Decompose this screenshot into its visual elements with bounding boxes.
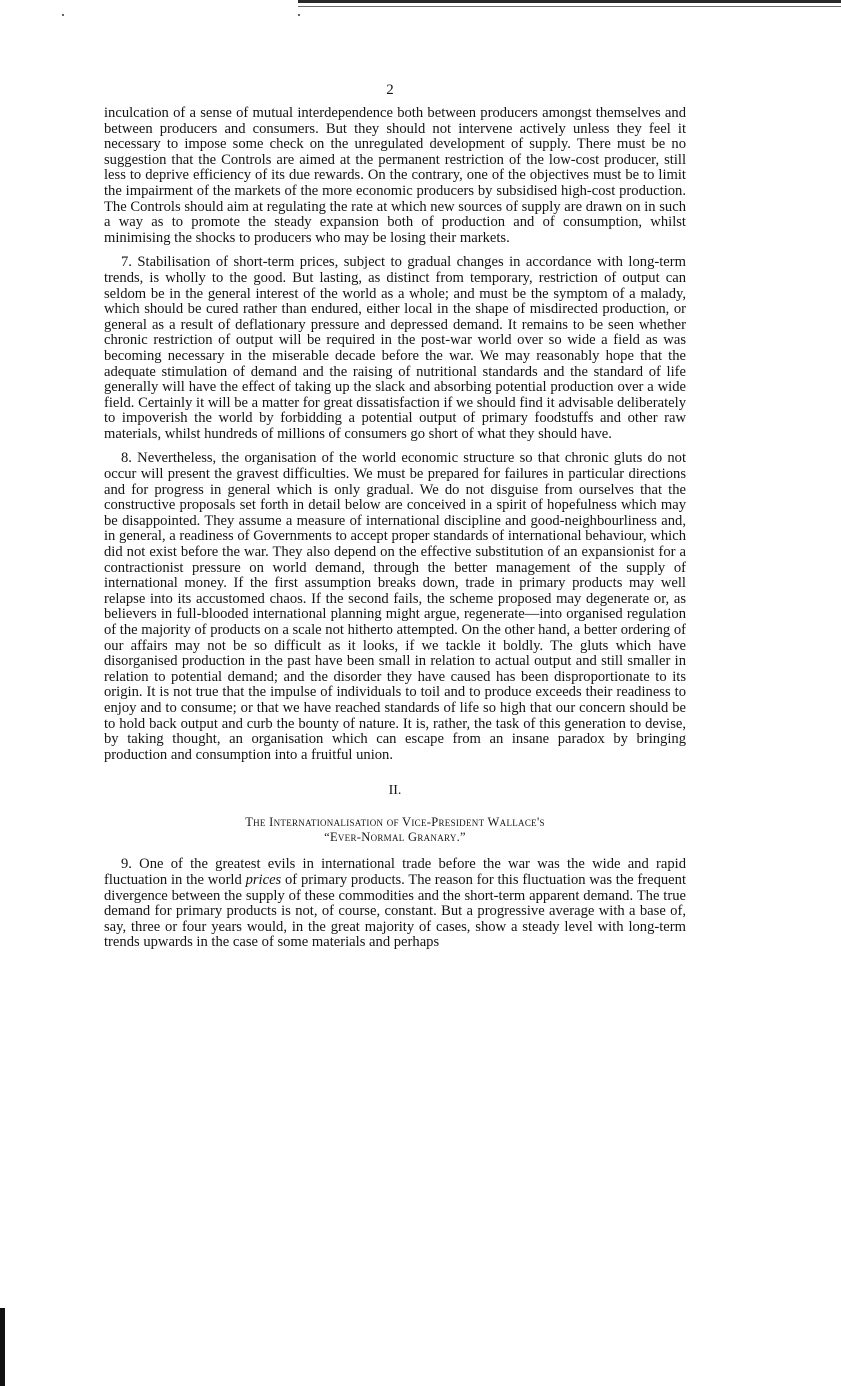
scan-dot — [298, 14, 300, 16]
paragraph-8: 8. Nevertheless, the organisation of the world economic structure so that chronic gluts do not occur will present the gravest difficulties. We must be prepared for failures in particular directions and for progress in general which is only gradual. We do not disguise from ourselves that the constructive proposals set forth in detail below are conceived in a spirit of hopefulness which may be disappointed. They assume a measure of international discipline and good-neighbourliness and, in general, a readiness of Governments to accept proper standards of international behaviour, which did not exist before the war. They also depend on the effective substitution of an expansionist for a contractionist pressure on world demand, through the better management of the supply of international money. If the first assumption breaks down, trade in primary products may well relapse into its accustomed chaos. If the second fails, the scheme proposed may degenerate or, as believers in full-blooded international planning might argue, regenerate—into organised regulation of the majority of products on a scale not hitherto attempted. On the other hand, a better ordering of our affairs may not be so difficult as it looks, if we tackle it boldly. The gluts which have disorganised production in the past have been small in relation to actual output and still smaller in relation to potential demand; and the disorder they have caused has been disproportionate to its origin. It is not true that the impulse of individuals to toil and to produce exceeds their readiness to enjoy and to consume; or that we have reached standards of life so high that our concern should be to hold back output and curb the bounty of nature. It is, rather, the task of this generation to devise, by taking thought, an organisation which can escape from an insane paradox by bringing production and consumption into a fruitful union. — [104, 450, 686, 763]
section-title-line-2: “Ever-Normal Granary.” — [324, 830, 466, 845]
paragraph-6-continued: inculcation of a sense of mutual interdependence both between producers amongst themselves and between producers and consumers. But they should not intervene actively unless they feel it necessary to impose some check on the unregulated development of supply. There must be no suggestion that the Controls are aimed at the permanent restriction of the low-cost producer, still less to deprive efficiency of its due rewards. On the contrary, one of the objectives must be to limit the impairment of the markets of the more economic producers by subsidised high-cost production. The Controls should aim at regulating the rate at which new sources of supply are drawn on in such a way as to promote the steady expansion both of production and of consumption, whilst minimising the shocks to producers who may be losing their markets. — [104, 105, 686, 246]
scan-edge-bar — [0, 1308, 5, 1386]
section-number: II. — [388, 783, 402, 799]
scan-dot — [62, 14, 64, 16]
section-title-line-1: The Internationalisation of Vice-President Wallace's — [245, 815, 545, 830]
document-body — [104, 106, 686, 951]
section-title — [104, 815, 686, 845]
top-rule — [298, 0, 841, 3]
paragraph-9 — [104, 857, 686, 951]
paragraph-9-text-a: 9. One of the greatest evils in international trade before the war was the wide and rapid fluctuation in the world — [104, 856, 686, 888]
paragraph-7: 7. Stabilisation of short-term prices, subject to gradual changes in accordance with long-term trends, is wholly to the good. But lasting, as distinct from temporary, restriction of output can seldom be in the general interest of the world as a whole; and must be the symptom of a malady, which should be cured rather than endured, either local in the shape of misdirected production, or general as a result of deflationary pressure and depressed demand. It remains to be seen whether chronic restriction of output will be required in the post-war world over so wide a field as was becoming necessary in the miserable decade before the war. We may reasonably hope that the adequate stimulation of demand and the raising of nutritional standards and the standard of life generally will have the effect of taking up the slack and absorbing potential production over a wide field. Certainly it will be a matter for great dissatisfaction if we should find it advisable deliberately to impoverish the world by forbidding a potential output of primary foodstuffs and other raw materials, whilst hundreds of millions of consumers go short of what they should have. — [104, 254, 686, 442]
paragraph-9-italic: prices — [245, 871, 282, 888]
page-number: 2 — [386, 82, 394, 98]
paragraph-9-text-b: of primary products. The reason for this fluctuation was the frequent divergence between the supply of these commodities and the short-term apparent demand. The true demand for primary products is not, of course, constant. But a progressive average with a base of, say, three or four years would, in the great majority of cases, show a steady level with long-term trends upwards in the case of some materials and perhaps — [104, 871, 687, 951]
top-rule-thin — [298, 6, 841, 7]
